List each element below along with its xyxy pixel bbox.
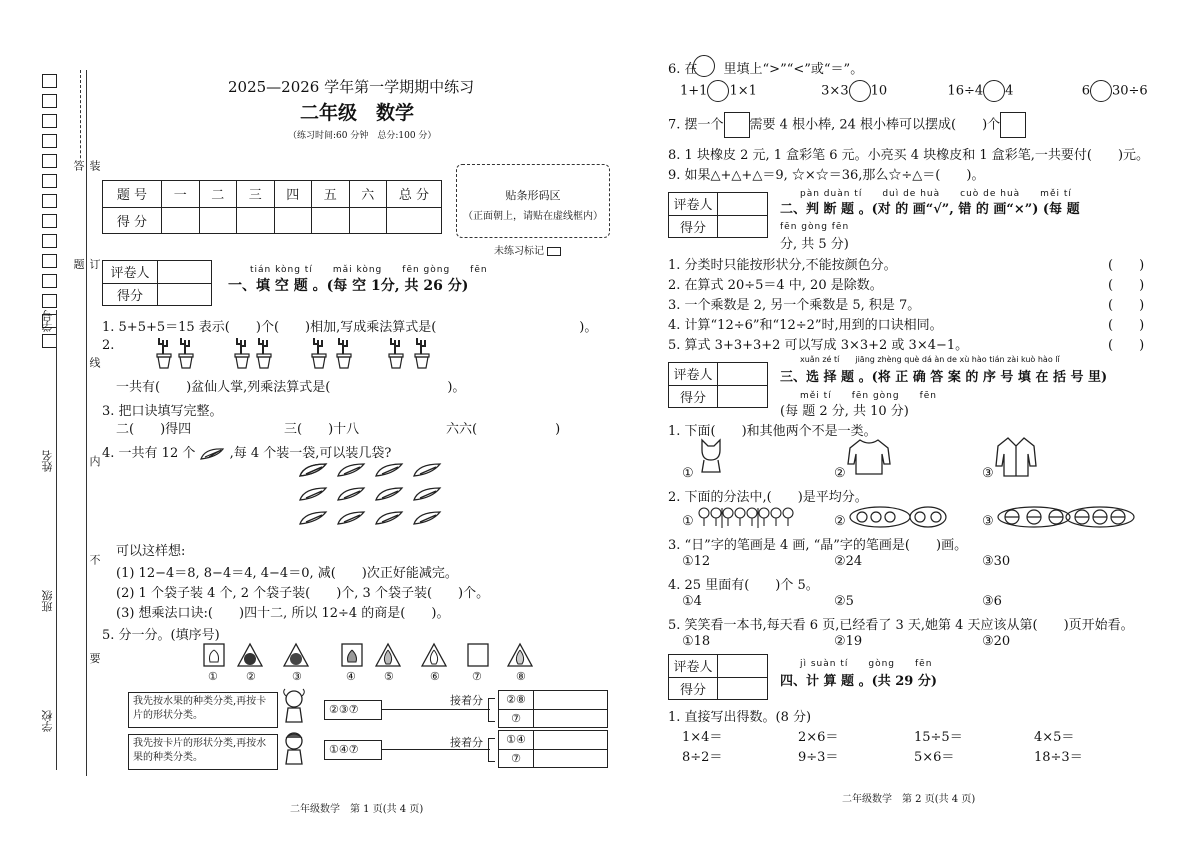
score-cell[interactable]	[274, 207, 312, 234]
exam-subtitle: 二年级 数学	[300, 102, 415, 124]
grader-box-4	[668, 654, 768, 700]
calc-item: 9÷3＝	[798, 750, 839, 765]
s3-title2: (每 题 2 分, 共 10 分)	[780, 404, 909, 419]
q1-8: 8. 1 块橡皮 2 元, 1 盒彩笔 6 元。小亮买 4 块橡皮和 1 盒彩笔,一共要付( )元。	[668, 148, 1150, 163]
binding-solid-line	[86, 70, 87, 776]
score-label: 得分	[669, 677, 718, 700]
reviewer-label: 评卷人	[669, 363, 718, 386]
card-num: ⑤	[384, 670, 394, 683]
cactus-icon	[157, 338, 171, 368]
square-icon	[724, 112, 750, 138]
calc-item: 4×5＝	[1034, 730, 1075, 745]
compare-circle[interactable]	[983, 80, 1005, 102]
q1-4: 4. 一共有 12 个 ,每 4 个装一袋,可以装几袋?	[102, 446, 392, 461]
choice-q4: 4. 25 里面有( )个 5。	[668, 578, 819, 593]
q1-1: 1. 5+5+5＝15 表示( )个( )相加,写成乘法算式是( )。	[102, 320, 598, 335]
s2-title: 二、判 断 题 。(对 的 画“√”, 错 的 画“×”) (每 题	[780, 202, 1080, 217]
score-header: 四	[274, 181, 312, 208]
result-cell[interactable]	[534, 691, 608, 710]
q1-4-1: (1) 12−4＝8, 8−4＝4, 4−4＝0, 减( )次正好能减完。	[116, 566, 458, 581]
calc-item: 8÷2＝	[682, 750, 723, 765]
choice-opt: ③	[982, 514, 994, 529]
choice-opt: ②	[834, 514, 846, 529]
bracket-2	[488, 738, 495, 762]
exam-title: 2025—2026 学年第一学期期中练习	[228, 78, 475, 96]
q1-3c: 六六( )	[446, 422, 561, 437]
s2-title2: 分, 共 5 分)	[780, 237, 849, 252]
q1-7: 7. 摆一个 需要 4 根小棒, 24 根小棒可以摆成( )个	[668, 112, 1026, 138]
score-cell[interactable]	[312, 207, 350, 234]
q1-3b: 三( )十八	[284, 422, 360, 437]
choice-opt: ②24	[834, 554, 863, 569]
choice-opt: ①4	[682, 594, 702, 609]
q1-2-text: 一共有( )盆仙人掌,列乘法算式是( )。	[116, 380, 466, 395]
score-header: 二	[199, 181, 237, 208]
score-label: 得分	[103, 283, 158, 306]
page-footer-1: 二年级数学 第 1 页(共 4 页)	[290, 804, 424, 815]
reviewer-cell[interactable]	[718, 655, 768, 678]
q1-4-think: 可以这样想:	[116, 544, 186, 559]
q1-3a: 二( )得四	[116, 422, 192, 437]
next-label-2: 接着分	[450, 736, 483, 749]
shell-icon	[199, 447, 225, 461]
card-num: ⑥	[430, 670, 440, 683]
s3-pinyin2: měi tí fēn gòng fēn	[800, 391, 938, 401]
balls-icon	[996, 506, 1136, 528]
speech-bubble-1: 我先按水果的种类分类,再按卡片的形状分类。	[128, 692, 278, 728]
q1-4-2: (2) 1 个袋子装 4 个, 2 个袋子装( )个, 3 个袋子装( )个。	[116, 586, 490, 601]
judge-answer[interactable]: ( )	[1108, 338, 1145, 353]
choice-opt: ①	[682, 514, 694, 529]
name-label: 姓名	[41, 450, 54, 472]
result-cell[interactable]	[534, 731, 608, 750]
s4-pinyin: jì suàn tí gòng fēn	[800, 659, 933, 669]
page-footer-2: 二年级数学 第 2 页(共 4 页)	[842, 794, 976, 805]
s2-pinyin: pàn duàn tí duì de huà cuò de huà měi tí	[800, 189, 1072, 199]
choice-opt: ③	[982, 466, 994, 481]
score-cell[interactable]	[387, 207, 442, 234]
judge-item-3: 3. 一个乘数是 2, 另一个乘数是 5, 积是 7。	[668, 298, 921, 313]
result-cell[interactable]	[534, 749, 608, 768]
next-label-1: 接着分	[450, 694, 483, 707]
cactus-group	[155, 332, 445, 372]
trees-icon	[696, 506, 796, 528]
choice-opt: ②5	[834, 594, 854, 609]
choice-q3: 3. “日”字的笔画是 4 画, “晶”字的笔画是( )画。	[668, 538, 968, 553]
square-icon	[1000, 112, 1026, 138]
barcode-title: 贴条形码区	[505, 189, 561, 202]
reviewer-label: 评卷人	[103, 261, 158, 284]
choice-opt: ①18	[682, 634, 711, 649]
calc-item: 5×6＝	[914, 750, 955, 765]
choice-q2: 2. 下面的分法中,( )是平均分。	[668, 490, 868, 505]
score-header: 题 号	[103, 181, 162, 208]
s4-title: 四、计 算 题 。(共 29 分)	[780, 674, 938, 689]
calc-item: 18÷3＝	[1034, 750, 1083, 765]
school-label: 学校	[41, 710, 54, 732]
shell-grid	[298, 462, 458, 532]
calc-q1: 1. 直接写出得数。(8 分)	[668, 710, 812, 725]
score-cell[interactable]	[718, 385, 768, 408]
score-table	[102, 180, 442, 234]
result-label: ②⑧	[499, 691, 534, 710]
result-cell[interactable]	[534, 709, 608, 728]
student-id-label: 学号	[41, 310, 54, 332]
score-cell[interactable]	[718, 215, 768, 238]
judge-answer[interactable]: ( )	[1108, 318, 1145, 333]
result-label: ①④	[499, 731, 534, 750]
score-label: 得分	[669, 215, 718, 238]
choice-opt: ③6	[982, 594, 1002, 609]
choice-opt: ③30	[982, 554, 1011, 569]
no-practice-checkbox[interactable]	[547, 247, 561, 256]
compare-circle[interactable]	[849, 80, 871, 102]
s1-title: 一、填 空 题 。(每 空 1分, 共 26 分)	[228, 278, 469, 294]
judge-item-1: 1. 分类时只能按形状分,不能按颜色分。	[668, 258, 897, 273]
binding-strip	[40, 70, 101, 780]
score-cell[interactable]	[199, 207, 237, 234]
shirt-icon	[994, 436, 1038, 478]
s1-pinyin: tián kòng tí mǎi kòng fēn gòng fēn	[250, 265, 488, 275]
judge-answer[interactable]: ( )	[1108, 298, 1145, 313]
group-box-2[interactable]: ①④⑦	[324, 740, 382, 760]
choice-opt: ①12	[682, 554, 711, 569]
no-practice-mark: 未练习标记	[494, 242, 561, 257]
card-num: ②	[246, 670, 256, 683]
score-cell[interactable]	[349, 207, 387, 234]
choice-q5: 5. 笑笑看一本书,每天看 6 页,已经看了 3 天,她第 4 天应该从第( )页开始看。	[668, 618, 1134, 633]
choice-opt: ③20	[982, 634, 1011, 649]
result-label: ⑦	[499, 749, 534, 768]
compare-circle[interactable]	[1090, 80, 1112, 102]
score-cell[interactable]	[158, 283, 212, 306]
calc-item: 1×4＝	[682, 730, 723, 745]
q1-5: 5. 分一分。(填序号)	[102, 628, 220, 643]
score-header: 五	[312, 181, 350, 208]
score-cell[interactable]	[162, 207, 200, 234]
judge-item-2: 2. 在算式 20÷5＝4 中, 20 是除数。	[668, 278, 883, 293]
card-num: ⑦	[472, 670, 482, 683]
score-cell[interactable]	[718, 677, 768, 700]
q1-9: 9. 如果△+△+△＝9, ☆×☆＝36,那么☆÷△＝( )。	[668, 168, 985, 183]
judge-answer[interactable]: ( )	[1108, 278, 1145, 293]
q1-4-3: (3) 想乘法口诀:( )四十二, 所以 12÷4 的商是( )。	[116, 606, 450, 621]
s3-pinyin: xuǎn zé tí jiāng zhèng què dá àn de xù hào tián zài kuò hào lǐ	[800, 355, 1060, 364]
reviewer-label: 评卷人	[669, 655, 718, 678]
compare-circle[interactable]	[707, 80, 729, 102]
score-header: 一	[162, 181, 200, 208]
choice-q1: 1. 下面( )和其他两个不是一类。	[668, 424, 877, 439]
calc-item: 2×6＝	[798, 730, 839, 745]
judge-answer[interactable]: ( )	[1108, 258, 1145, 273]
apples-icon	[848, 506, 948, 528]
grader-box-2	[668, 192, 768, 238]
score-label: 得分	[669, 385, 718, 408]
choice-opt: ①	[682, 466, 694, 481]
cat-icon	[696, 438, 726, 474]
s3-title: 三、选 择 题 。(将 正 确 答 案 的 序 号 填 在 括 号 里)	[780, 370, 1108, 385]
result-label: ⑦	[499, 709, 534, 728]
score-row-label: 得 分	[103, 207, 162, 234]
compare-circle-title	[693, 55, 715, 77]
barcode-note: （正面朝上，请贴在虚线框内）	[463, 211, 603, 222]
card-num: ⑧	[516, 670, 526, 683]
judge-item-5: 5. 算式 3+3+3+2 可以写成 3×3+2 或 3×4−1。	[668, 338, 969, 353]
reviewer-cell[interactable]	[718, 193, 768, 216]
reviewer-cell[interactable]	[158, 261, 212, 284]
grader-box-1	[102, 260, 212, 306]
blank-line	[56, 310, 57, 770]
sweater-icon	[846, 438, 892, 476]
card-num: ④	[346, 670, 356, 683]
judge-item-4: 4. 计算“12÷6”和“12÷2”时,用到的口诀相同。	[668, 318, 943, 333]
result-table-1	[498, 690, 608, 728]
choice-opt: ②	[834, 466, 846, 481]
reviewer-cell[interactable]	[718, 363, 768, 386]
speech-bubble-2: 我先按卡片的形状分类,再按水果的种类分类。	[128, 734, 278, 770]
result-table-2	[498, 730, 608, 768]
class-label: 班级	[41, 590, 54, 612]
group-box-1[interactable]: ②③⑦	[324, 700, 382, 720]
score-cell[interactable]	[237, 207, 275, 234]
boy-avatar-icon	[280, 730, 308, 766]
calc-item: 15÷5＝	[914, 730, 963, 745]
girl-avatar-icon	[280, 688, 308, 724]
seal-text: 装 订 线 内 不 要 答 题	[70, 160, 102, 780]
bracket-1	[488, 698, 495, 722]
s2-pinyin2: fēn gòng fēn	[780, 222, 850, 232]
exam-meta: （练习时间:60 分钟 总分:100 分）	[288, 131, 437, 141]
card-numbers	[196, 670, 546, 684]
choice-opt: ②19	[834, 634, 863, 649]
score-header: 六	[349, 181, 387, 208]
arrow-1	[382, 709, 490, 710]
q1-6: 6. 在 里填上“>”“<”或“＝”。	[668, 62, 864, 77]
q1-6-items: 1+1 1×1 3×3 10 16÷4 4 6 30÷6	[680, 80, 1148, 102]
score-header: 三	[237, 181, 275, 208]
q1-3: 3. 把口诀填写完整。	[102, 404, 223, 419]
card-num: ③	[292, 670, 302, 683]
q1-2-num: 2.	[102, 338, 115, 353]
reviewer-label: 评卷人	[669, 193, 718, 216]
barcode-area[interactable]	[456, 164, 610, 238]
score-header: 总 分	[387, 181, 442, 208]
grader-box-3	[668, 362, 768, 408]
card-num: ①	[208, 670, 218, 683]
